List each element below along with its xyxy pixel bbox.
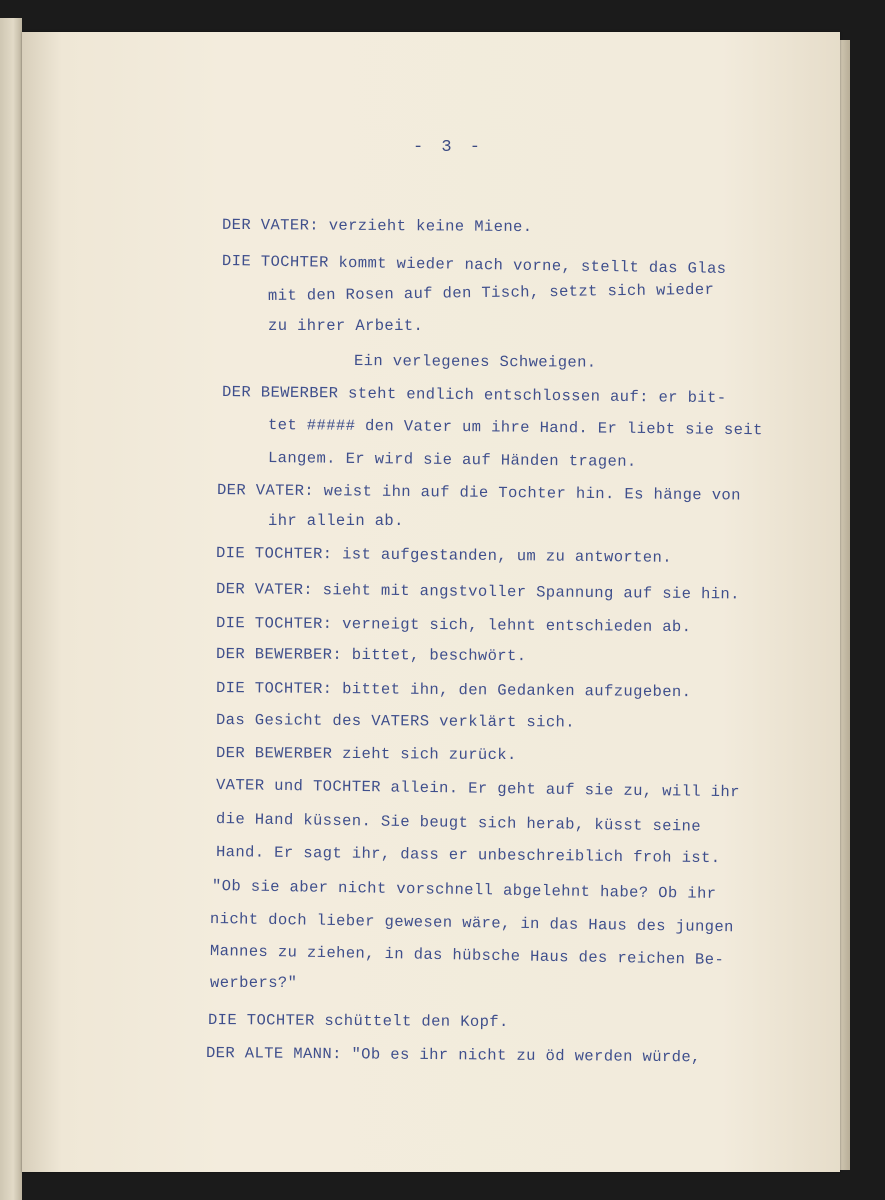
text-line: die Hand küssen. Sie beugt sich herab, küsst seine (215, 810, 702, 836)
text-line: ihr allein ab. (268, 512, 404, 530)
text-line: Langem. Er wird sie auf Händen tragen. (267, 449, 637, 471)
text-line: DER VATER: sieht mit angstvoller Spannung auf sie hin. (215, 580, 740, 604)
text-line: mit den Rosen auf den Tisch, setzt sich wieder (267, 280, 715, 305)
text-line: DIE TOCHTER: verneigt sich, lehnt entschieden ab. (215, 614, 692, 637)
text-line: DIE TOCHTER kommt wieder nach vorne, stellt das Glas (221, 252, 727, 278)
text-line: DER BEWERBER: bittet, beschwört. (215, 645, 527, 666)
text-line: zu ihrer Arbeit. (268, 317, 424, 335)
text-line: DER ALTE MANN: "Ob es ihr nicht zu öd werden würde, (205, 1044, 701, 1067)
text-line: Mannes zu ziehen, in das hübsche Haus des reichen Be- (209, 942, 725, 969)
text-line: VATER und TOCHTER allein. Er geht auf sie zu, will ihr (215, 776, 740, 802)
text-line: werbers?" (210, 974, 298, 992)
text-line: DIE TOCHTER schüttelt den Kopf. (207, 1011, 509, 1032)
text-line: DER BEWERBER steht endlich entschlossen auf: er bit- (221, 383, 727, 408)
text-line: Hand. Er sagt ihr, dass er unbeschreiblich froh ist. (215, 843, 721, 868)
text-line: DER VATER: weist ihn auf die Tochter hin. Es hänge von (216, 481, 741, 505)
text-line: DIE TOCHTER: bittet ihn, den Gedanken aufzugeben. (215, 679, 692, 702)
text-line: Das Gesicht des VATERS verklärt sich. (215, 711, 576, 732)
previous-page-edge (0, 18, 22, 1200)
text-line: tet ##### den Vater um ihre Hand. Er liebt sie seit (267, 416, 763, 440)
text-line: Ein verlegenes Schweigen. (353, 352, 597, 372)
text-line: DIE TOCHTER: ist aufgestanden, um zu antworten. (215, 544, 673, 567)
text-line: nicht doch lieber gewesen wäre, in das Haus des jungen (209, 910, 734, 937)
text-line: DER VATER: verzieht keine Miene. (221, 215, 533, 237)
text-line: DER BEWERBER zieht sich zurück. (215, 744, 517, 765)
text-line: "Ob sie aber nicht vorschnell abgelehnt habe? Ob ihr (211, 877, 717, 903)
page-number: - 3 - (412, 138, 484, 157)
